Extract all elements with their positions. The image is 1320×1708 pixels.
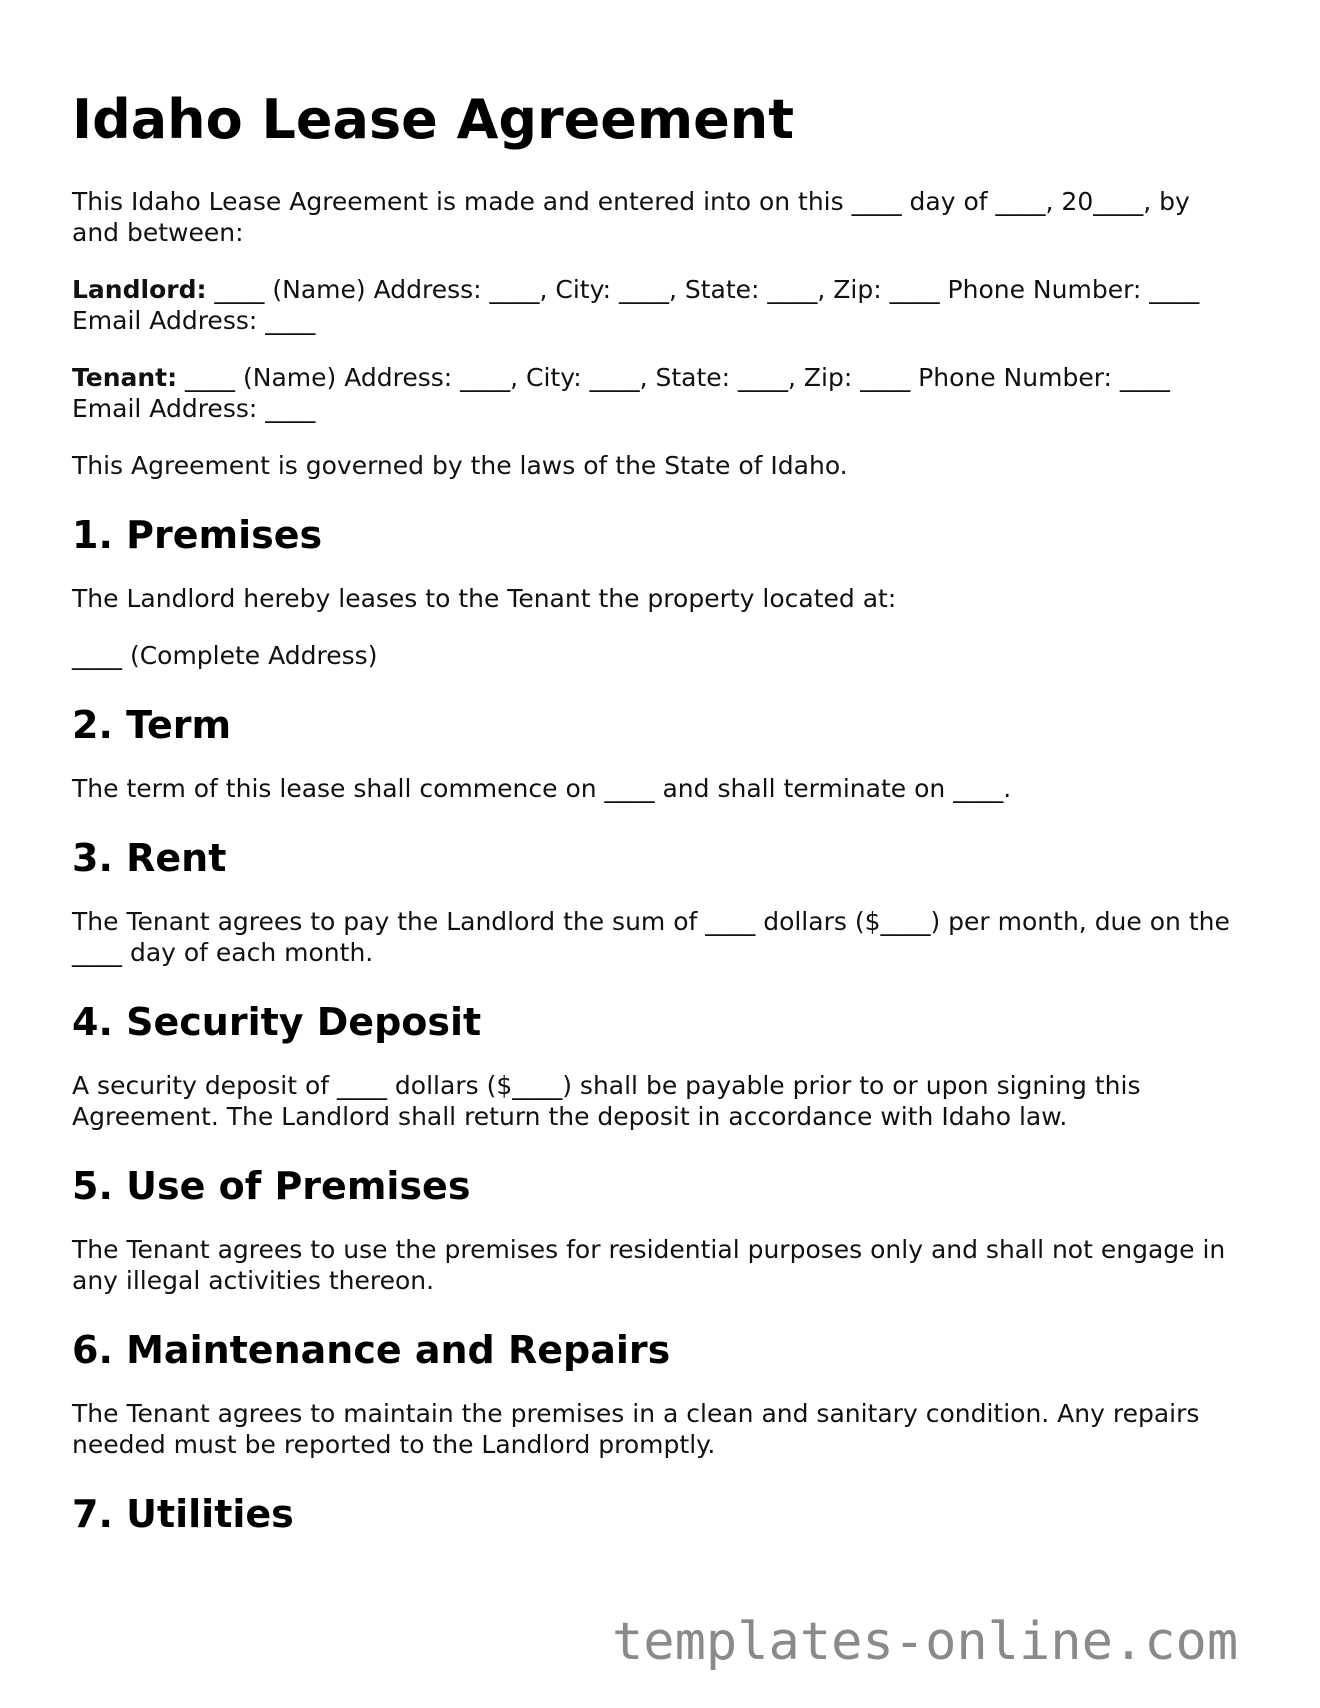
premises-text: The Landlord hereby leases to the Tenant the property located at: xyxy=(72,584,897,613)
document-page xyxy=(72,88,1242,1562)
term-text: The term of this lease shall commence on ____ and shall terminate on ____. xyxy=(72,774,1012,803)
section-heading-maintenance: 6. Maintenance and Repairs xyxy=(72,1328,671,1372)
watermark: templates-online.com xyxy=(612,1612,1239,1672)
landlord-details: ____ (Name) Address: ____, City: ____, State: ____, Zip: ____ Phone Number: ____ Email Address: ____ xyxy=(72,275,1200,335)
section-heading-utilities: 7. Utilities xyxy=(72,1492,294,1536)
intro-paragraph: This Idaho Lease Agreement is made and entered into on this ____ day of ____, 20____, by and between: xyxy=(72,187,1190,247)
landlord-paragraph xyxy=(72,274,1242,336)
section-heading-premises: 1. Premises xyxy=(72,513,323,557)
tenant-label: Tenant: xyxy=(72,363,178,392)
governing-law-paragraph: This Agreement is governed by the laws of the State of Idaho. xyxy=(72,451,848,480)
section-heading-security-deposit: 4. Security Deposit xyxy=(72,1000,482,1044)
security-deposit-text: A security deposit of ____ dollars ($____) shall be payable prior to or upon signing this Agreement. The Landlord shall return the deposit in accordance with Idaho law. xyxy=(72,1071,1141,1131)
section-heading-use-of-premises: 5. Use of Premises xyxy=(72,1164,471,1208)
tenant-details: ____ (Name) Address: ____, City: ____, State: ____, Zip: ____ Phone Number: ____ Email Address: ____ xyxy=(72,363,1170,423)
maintenance-text: The Tenant agrees to maintain the premises in a clean and sanitary condition. Any repairs needed must be reported to the Landlord promptly. xyxy=(72,1399,1200,1459)
section-heading-rent: 3. Rent xyxy=(72,836,227,880)
use-of-premises-text: The Tenant agrees to use the premises for residential purposes only and shall not engage in any illegal activities thereon. xyxy=(72,1235,1226,1295)
page-title: Idaho Lease Agreement xyxy=(72,88,795,151)
rent-text: The Tenant agrees to pay the Landlord the sum of ____ dollars ($____) per month, due on the ____ day of each month. xyxy=(72,907,1230,967)
landlord-label: Landlord: xyxy=(72,275,207,304)
tenant-paragraph xyxy=(72,362,1242,424)
section-heading-term: 2. Term xyxy=(72,703,232,747)
premises-address: ____ (Complete Address) xyxy=(72,641,378,670)
